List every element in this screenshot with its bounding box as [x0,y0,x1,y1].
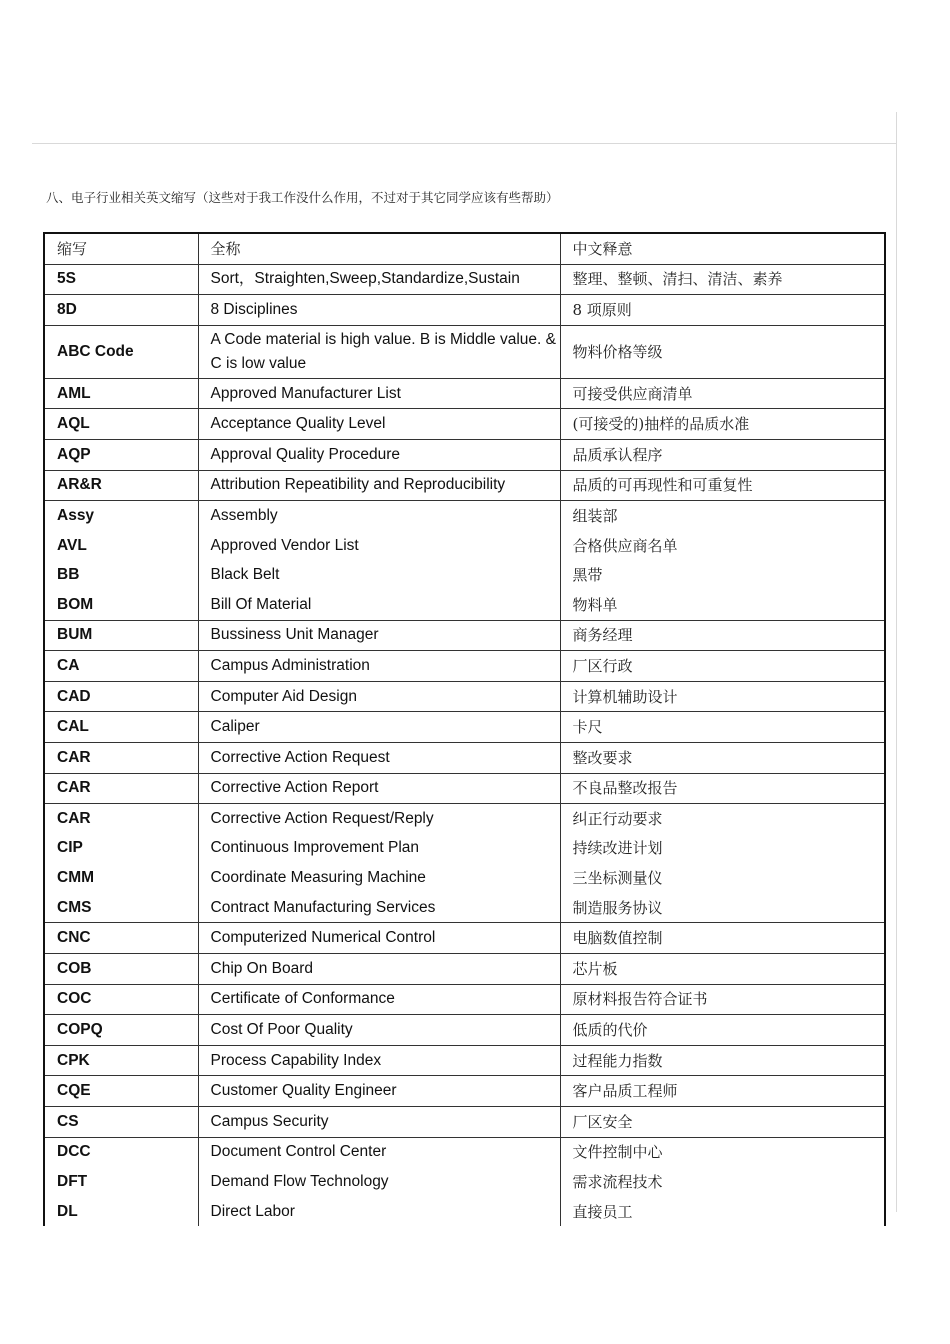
table-row [44,295,885,326]
cell-abbreviation: DFT [44,1167,198,1197]
cell-chinese-meaning: 8 项原则 [560,295,885,326]
table-row [44,834,885,864]
cell-chinese-meaning: 组装部 [572,506,618,525]
cell-full-name: Process Capability Index [198,1045,560,1076]
table-row [44,954,885,985]
cell-chinese-meaning: 厂区安全 [560,1107,885,1138]
header-abbr: 缩写 [44,233,198,264]
cell-full-name: Computer Aid Design [198,681,560,712]
cell-chinese-meaning: 卡尺 [560,712,885,743]
cell-abbreviation: CS [44,1107,198,1138]
cell-chinese-meaning: 直接员工 [572,1202,633,1221]
cell-abbreviation: CMS [44,893,198,923]
cell-full-name: Caliper [198,712,560,743]
table-row [44,264,885,295]
table-row [44,893,885,923]
cell-abbreviation: CMM [44,863,198,893]
table-header-row [44,233,885,264]
cell-full-name: Coordinate Measuring Machine [198,863,560,893]
cell-abbreviation: Assy [44,501,198,531]
header-chinese-meaning: 中文释意 [560,233,885,264]
cell-chinese-meaning: 整改要求 [560,742,885,773]
cell-chinese-meaning: (可接受的)抽样的品质水准 [560,409,885,440]
cell-abbreviation: CAL [44,712,198,743]
table-row [44,1197,885,1227]
cell-chinese-meaning: 文件控制中心 [572,1143,663,1162]
cell-abbreviation: CA [44,651,198,682]
table-row [44,1167,885,1197]
cell-abbreviation: ABC Code [44,325,198,378]
cell-full-name: Approval Quality Procedure [198,439,560,470]
cell-abbreviation: CIP [44,834,198,864]
table-row [44,773,885,804]
cell-full-name: Continuous Improvement Plan [198,834,560,864]
cell-abbreviation: CPK [44,1045,198,1076]
cell-chinese-meaning: 客户品质工程师 [560,1076,885,1107]
cell-full-name: Acceptance Quality Level [198,409,560,440]
header-full-name: 全称 [198,233,560,264]
cell-abbreviation: 8D [44,295,198,326]
cell-full-name: Black Belt [198,560,560,590]
cell-full-name: 8 Disciplines [198,295,560,326]
cell-abbreviation: COPQ [44,1015,198,1046]
cell-full-name: Approved Manufacturer List [198,378,560,409]
cell-chinese-meaning: 制造服务协议 [560,893,885,923]
table-row [44,1076,885,1107]
cell-chinese-meaning: 可接受供应商清单 [560,378,885,409]
cell-full-name: Sort，Straighten,Sweep,Standardize,Sustain [198,264,560,295]
cell-full-name: Direct Labor [198,1197,560,1227]
cell-chinese-meaning: 芯片板 [560,954,885,985]
cell-abbreviation: CAR [44,773,198,804]
table-row [44,501,885,531]
cell-abbreviation: AQP [44,439,198,470]
page-top-edge [32,143,896,144]
table-row [44,712,885,743]
table-row [44,1107,885,1138]
table-row [44,439,885,470]
table-body [44,233,885,1226]
cell-full-name: Bussiness Unit Manager [198,620,560,651]
cell-full-name: Computerized Numerical Control [198,923,560,954]
table-row [44,590,885,620]
table-row [44,1045,885,1076]
cell-full-name: Corrective Action Report [198,773,560,804]
cell-full-name: Demand Flow Technology [198,1167,560,1197]
cell-chinese-meaning: 黑带 [572,566,603,585]
page-right-edge [896,112,897,1212]
cell-chinese-meaning: 不良品整改报告 [560,773,885,804]
cell-chinese-meaning: 需求流程技术 [572,1173,663,1192]
table-row [44,325,885,378]
cell-chinese-meaning: 三坐标测量仪 [572,869,663,888]
cell-chinese-meaning: 计算机辅助设计 [560,681,885,712]
cell-full-name: Chip On Board [198,954,560,985]
cell-abbreviation: AML [44,378,198,409]
table-row [44,1137,885,1167]
cell-abbreviation: COB [44,954,198,985]
table-row [44,651,885,682]
cell-abbreviation: 5S [44,264,198,295]
cell-abbreviation: DCC [44,1137,198,1167]
cell-full-name: Certificate of Conformance [198,984,560,1015]
table-row [44,681,885,712]
cell-full-name: Contract Manufacturing Services [198,893,560,923]
table-row [44,409,885,440]
cell-full-name: Campus Security [198,1107,560,1138]
cell-abbreviation: AVL [44,531,198,561]
cell-abbreviation: BB [44,560,198,590]
cell-chinese-meaning: 品质承认程序 [560,439,885,470]
table-row [44,742,885,773]
table-row [44,984,885,1015]
cell-chinese-meaning: 原材料报告符合证书 [560,984,885,1015]
cell-chinese-meaning: 合格供应商名单 [572,536,678,555]
section-heading: 八、电子行业相关英文缩写（这些对于我工作没什么作用，不过对于其它同学应该有些帮助） [46,190,559,205]
cell-abbreviation: CAR [44,804,198,834]
cell-full-name: A Code material is high value. B is Middle value. & C is low value [198,325,560,378]
cell-full-name: Bill Of Material [198,590,560,620]
table-row [44,804,885,834]
cell-chinese-meaning: 物料单 [560,590,885,620]
cell-full-name: Campus Administration [198,651,560,682]
table-row [44,531,885,561]
cell-full-name: Attribution Repeatibility and Reproducibility [198,470,560,501]
cell-chinese-meaning: 低质的代价 [560,1015,885,1046]
cell-abbreviation: AR&R [44,470,198,501]
table-row [44,620,885,651]
cell-abbreviation: CAD [44,681,198,712]
abbreviation-table [43,232,886,1226]
table-row [44,470,885,501]
cell-full-name: Assembly [198,501,560,531]
cell-full-name: Corrective Action Request/Reply [198,804,560,834]
table-row [44,560,885,590]
cell-abbreviation: CNC [44,923,198,954]
cell-chinese-meaning: 商务经理 [560,620,885,651]
cell-full-name: Cost Of Poor Quality [198,1015,560,1046]
cell-abbreviation: CAR [44,742,198,773]
cell-abbreviation: DL [44,1197,198,1227]
cell-chinese-meaning: 电脑数值控制 [560,923,885,954]
cell-chinese-meaning: 持续改进计划 [572,839,663,858]
table-row [44,1015,885,1046]
cell-full-name: Approved Vendor List [198,531,560,561]
cell-chinese-meaning: 厂区行政 [560,651,885,682]
table-row [44,863,885,893]
cell-chinese-meaning: 物料价格等级 [560,325,885,378]
cell-chinese-meaning: 品质的可再现性和可重复性 [560,470,885,501]
cell-abbreviation: AQL [44,409,198,440]
table-row [44,923,885,954]
cell-chinese-meaning: 纠正行动要求 [572,809,663,828]
cell-full-name: Customer Quality Engineer [198,1076,560,1107]
cell-full-name: Corrective Action Request [198,742,560,773]
cell-chinese-meaning: 整理、整顿、清扫、清洁、素养 [560,264,885,295]
table-row [44,378,885,409]
cell-full-name: Document Control Center [198,1137,560,1167]
cell-abbreviation: BOM [44,590,198,620]
cell-chinese-meaning: 过程能力指数 [560,1045,885,1076]
cell-abbreviation: COC [44,984,198,1015]
cell-abbreviation: CQE [44,1076,198,1107]
cell-abbreviation: BUM [44,620,198,651]
